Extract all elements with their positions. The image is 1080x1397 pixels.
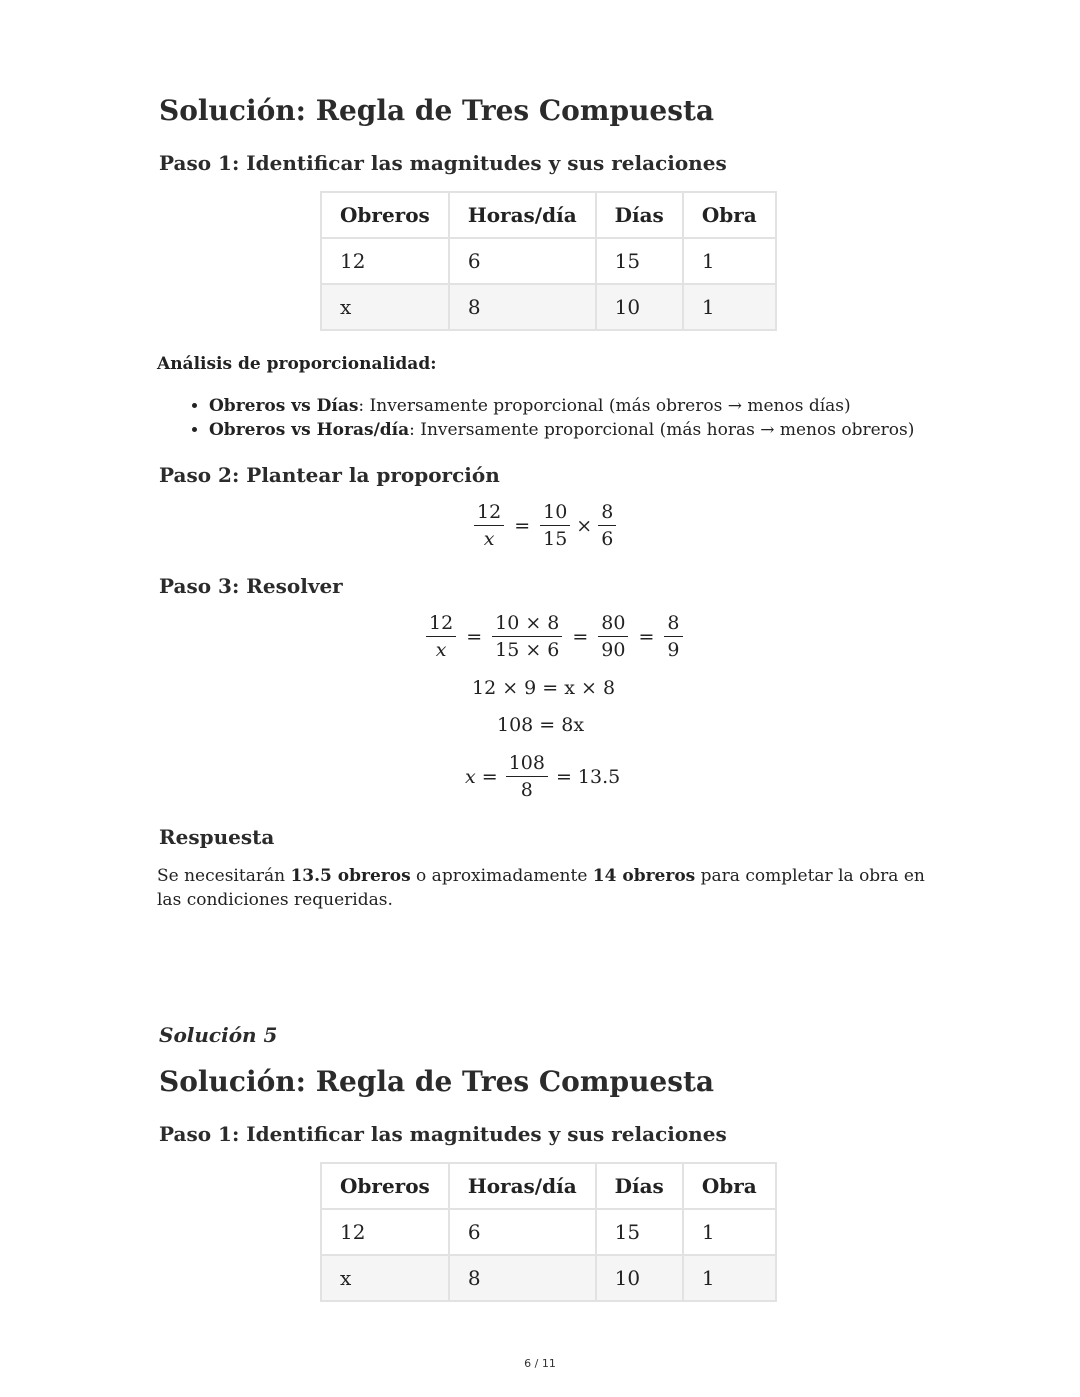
table-cell: 8 bbox=[449, 1255, 596, 1301]
section-title: Solución: Regla de Tres Compuesta bbox=[159, 1065, 715, 1098]
table-cell: 10 bbox=[596, 1255, 683, 1301]
table-cell: 6 bbox=[449, 238, 596, 284]
table-header: Días bbox=[596, 1163, 683, 1209]
table-cell: 1 bbox=[683, 1255, 776, 1301]
page-number: 6 / 11 bbox=[524, 1357, 556, 1370]
table-cell: 1 bbox=[683, 1209, 776, 1255]
table-cell: 1 bbox=[683, 238, 776, 284]
table-row bbox=[321, 284, 776, 330]
table-header: Días bbox=[596, 192, 683, 238]
table-cell: 15 bbox=[596, 1209, 683, 1255]
table-header: Obreros bbox=[321, 192, 449, 238]
bullet-term: Obreros vs Horas/día bbox=[209, 420, 410, 440]
table-row bbox=[321, 1255, 776, 1301]
list-item bbox=[209, 394, 1009, 418]
section-title: Solución: Regla de Tres Compuesta bbox=[159, 94, 715, 127]
answer-paragraph: Se necesitarán 13.5 obreros o aproximadamente 14 obreros para completar la obra en las condiciones requeridas. bbox=[157, 866, 925, 910]
fraction: $\frac{8}{6}$ bbox=[598, 501, 616, 550]
step3-heading: Paso 3: Resolver bbox=[159, 574, 343, 598]
table-header: Obreros bbox=[321, 1163, 449, 1209]
bullet-term: Obreros vs Días bbox=[209, 396, 359, 416]
fraction: $\frac{8}{9}$ bbox=[664, 612, 682, 661]
fraction: $\frac{10}{15}$ bbox=[540, 501, 570, 550]
table-header: Obra bbox=[683, 1163, 776, 1209]
table-row bbox=[321, 238, 776, 284]
table-header: Horas/día bbox=[449, 192, 596, 238]
magnitudes-table bbox=[320, 1162, 777, 1302]
step1-heading: Paso 1: Identificar las magnitudes y sus relaciones bbox=[159, 1122, 727, 1146]
fraction: $\frac{108}{8}$ bbox=[506, 752, 548, 801]
table-cell: x bbox=[321, 284, 449, 330]
table-header-row bbox=[321, 1163, 776, 1209]
fraction: $\frac{12}{x}$ bbox=[474, 501, 504, 550]
table-cell: 1 bbox=[683, 284, 776, 330]
magnitudes-table bbox=[320, 191, 777, 331]
table-row bbox=[321, 1209, 776, 1255]
table-cell: 8 bbox=[449, 284, 596, 330]
solution-label: Solución 5 bbox=[159, 1023, 278, 1047]
answer-heading: Respuesta bbox=[159, 825, 275, 849]
bullet-text: : Inversamente proporcional (más horas → menos obreros) bbox=[409, 420, 915, 440]
proportion-equation: $\frac{12}{x}$ = $\frac{10}{15}$ × $\frac{8}{6}$ bbox=[470, 501, 620, 550]
solve-equation-line1: $\frac{12}{x}$ = $\frac{10 \times 8}{15 \times 6}$ = $\frac{80}{90}$ = $\frac{8}{9}$ bbox=[422, 612, 687, 661]
solve-equation-line2: 12 × 9 = x × 8 bbox=[472, 677, 616, 699]
table-header-row bbox=[321, 192, 776, 238]
list-item bbox=[209, 418, 1009, 442]
table-cell: 15 bbox=[596, 238, 683, 284]
analysis-label: Análisis de proporcionalidad: bbox=[157, 354, 437, 374]
step2-heading: Paso 2: Plantear la proporción bbox=[159, 463, 500, 487]
fraction: $\frac{10 \times 8}{15 \times 6}$ bbox=[492, 612, 562, 661]
table-cell: 10 bbox=[596, 284, 683, 330]
table-cell: 12 bbox=[321, 238, 449, 284]
solve-equation-line3: 108 = 8x bbox=[497, 714, 585, 736]
step1-heading: Paso 1: Identificar las magnitudes y sus relaciones bbox=[159, 151, 727, 175]
table-cell: 6 bbox=[449, 1209, 596, 1255]
fraction: $\frac{80}{90}$ bbox=[598, 612, 628, 661]
table-header: Obra bbox=[683, 192, 776, 238]
table-cell: x bbox=[321, 1255, 449, 1301]
table-header: Horas/día bbox=[449, 1163, 596, 1209]
bullet-text: : Inversamente proporcional (más obreros → menos días) bbox=[358, 396, 851, 416]
table-cell: 12 bbox=[321, 1209, 449, 1255]
solve-equation-line4: x = $\frac{108}{8}$ = 13.5 bbox=[465, 752, 621, 801]
analysis-list bbox=[157, 394, 1009, 442]
fraction: $\frac{12}{x}$ bbox=[426, 612, 456, 661]
